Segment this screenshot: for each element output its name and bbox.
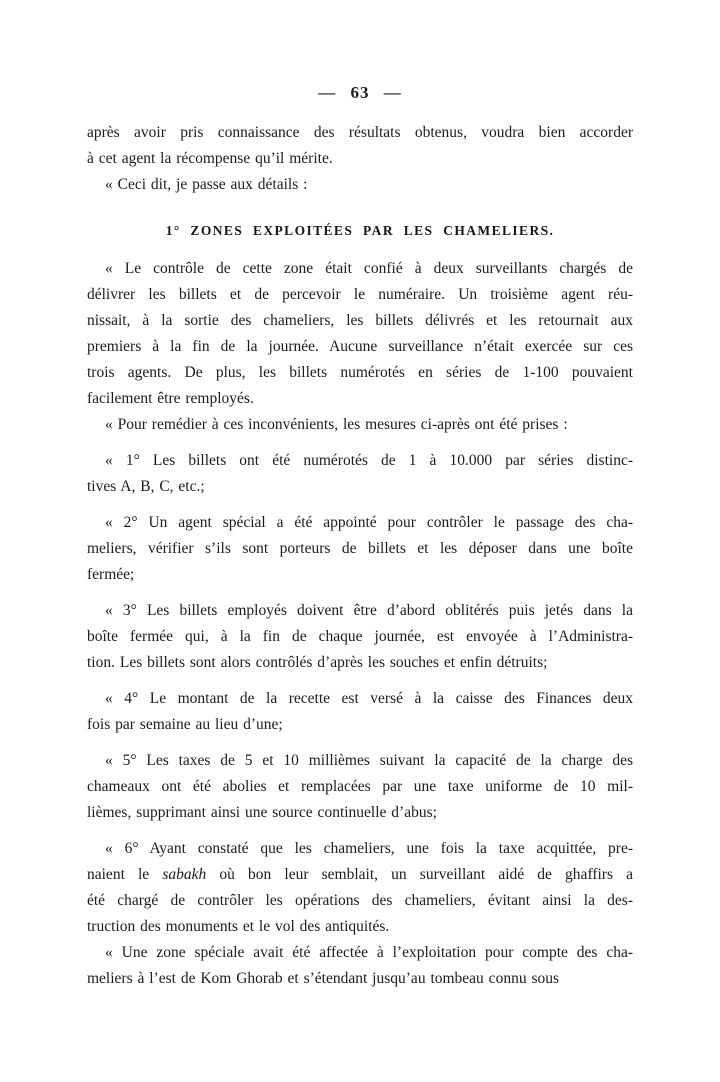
text-line: « 4° Le montant de la recette est versé à la caisse des Finances deux [105,690,633,707]
text-line: après avoir pris connaissance des résultats obtenus, voudra bien accorder [87,124,633,141]
text-line: premiers à la fin de la journée. Aucune surveillance n’était exercée sur ces [87,338,633,355]
text-line: « 2° Un agent spécial a été appointé pour contrôler le passage des cha- [105,514,633,531]
text-fragment: où bon leur semblait, un surveillant aidé de ghaffirs a [206,866,633,883]
text-line: lièmes, supprimant ainsi une source continuelle d’abus; [87,804,437,821]
text-line: délivrer les billets et de percevoir le numéraire. Un troisième agent réu- [87,286,633,303]
paragraph-intro [87,120,633,172]
text-line: « Pour remédier à ces inconvénients, les mesures ci-après ont été prises : [105,416,568,433]
text-line: truction des monuments et le vol des antiquités. [87,918,390,935]
text-line: « 6° Ayant constaté que les chameliers, une fois la taxe acquittée, pre- [105,840,633,857]
text-line: tives A, B, C, etc.; [87,478,205,495]
text-line: « Ceci dit, je passe aux détails : [105,176,308,193]
list-item-1 [87,448,633,500]
text-line: « Le contrôle de cette zone était confié à deux surveillants chargés de [105,260,633,277]
text-line: fois par semaine au lieu d’une; [87,716,283,733]
italic-term-sabakh: sabakh [162,866,207,883]
text-line: « 3° Les billets employés doivent être d’abord oblitérés puis jetés dans la [105,602,633,619]
paragraph-controle [87,256,633,412]
list-item-4 [87,686,633,738]
paragraph-final [87,940,633,992]
page-number: — 63 — [318,83,402,102]
text-line: meliers, vérifier s’ils sont porteurs de billets et les déposer dans une boîte [87,540,633,557]
text-line: été chargé de contrôler les opérations des chameliers, évitant ainsi la des- [87,892,633,909]
list-item-2 [87,510,633,588]
text-line: « Une zone spéciale avait été affectée à l’exploitation pour compte des cha- [105,944,633,961]
text-line: tion. Les billets sont alors contrôlés d’après les souches et enfin détruits; [87,654,548,671]
text-line: chameaux ont été abolies et remplacées par une taxe uniforme de 10 mil- [87,778,633,795]
list-item-6 [87,836,633,940]
text-line: à cet agent la récompense qu’il mérite. [87,150,333,167]
text-line: boîte fermée qui, à la fin de chaque journée, est envoyée à l’Administra- [87,628,633,645]
page-body [0,120,720,992]
text-line: « 1° Les billets ont été numérotés de 1 à 10.000 par séries distinc- [105,452,633,469]
list-item-5 [87,748,633,826]
text-line: meliers à l’est de Kom Ghorab et s’étendant jusqu’au tombeau connu sous [87,970,560,987]
section-heading: 1° ZONES EXPLOITÉES PAR LES CHAMELIERS. [165,223,555,238]
text-line: facilement être remployés. [87,390,254,407]
text-line: trois agents. De plus, les billets numérotés en séries de 1-100 pouvaient [87,364,633,381]
text-line: fermée; [87,566,135,583]
text-fragment: naient le [87,866,163,883]
paragraph-ceci-dit [87,172,633,198]
text-line [87,862,633,888]
list-item-3 [87,598,633,676]
text-line: nissait, à la sortie des chameliers, les billets délivrés et les retournait aux [87,312,633,329]
paragraph-mesures [87,412,633,438]
text-line: « 5° Les taxes de 5 et 10 millièmes suivant la capacité de la charge des [105,752,633,769]
